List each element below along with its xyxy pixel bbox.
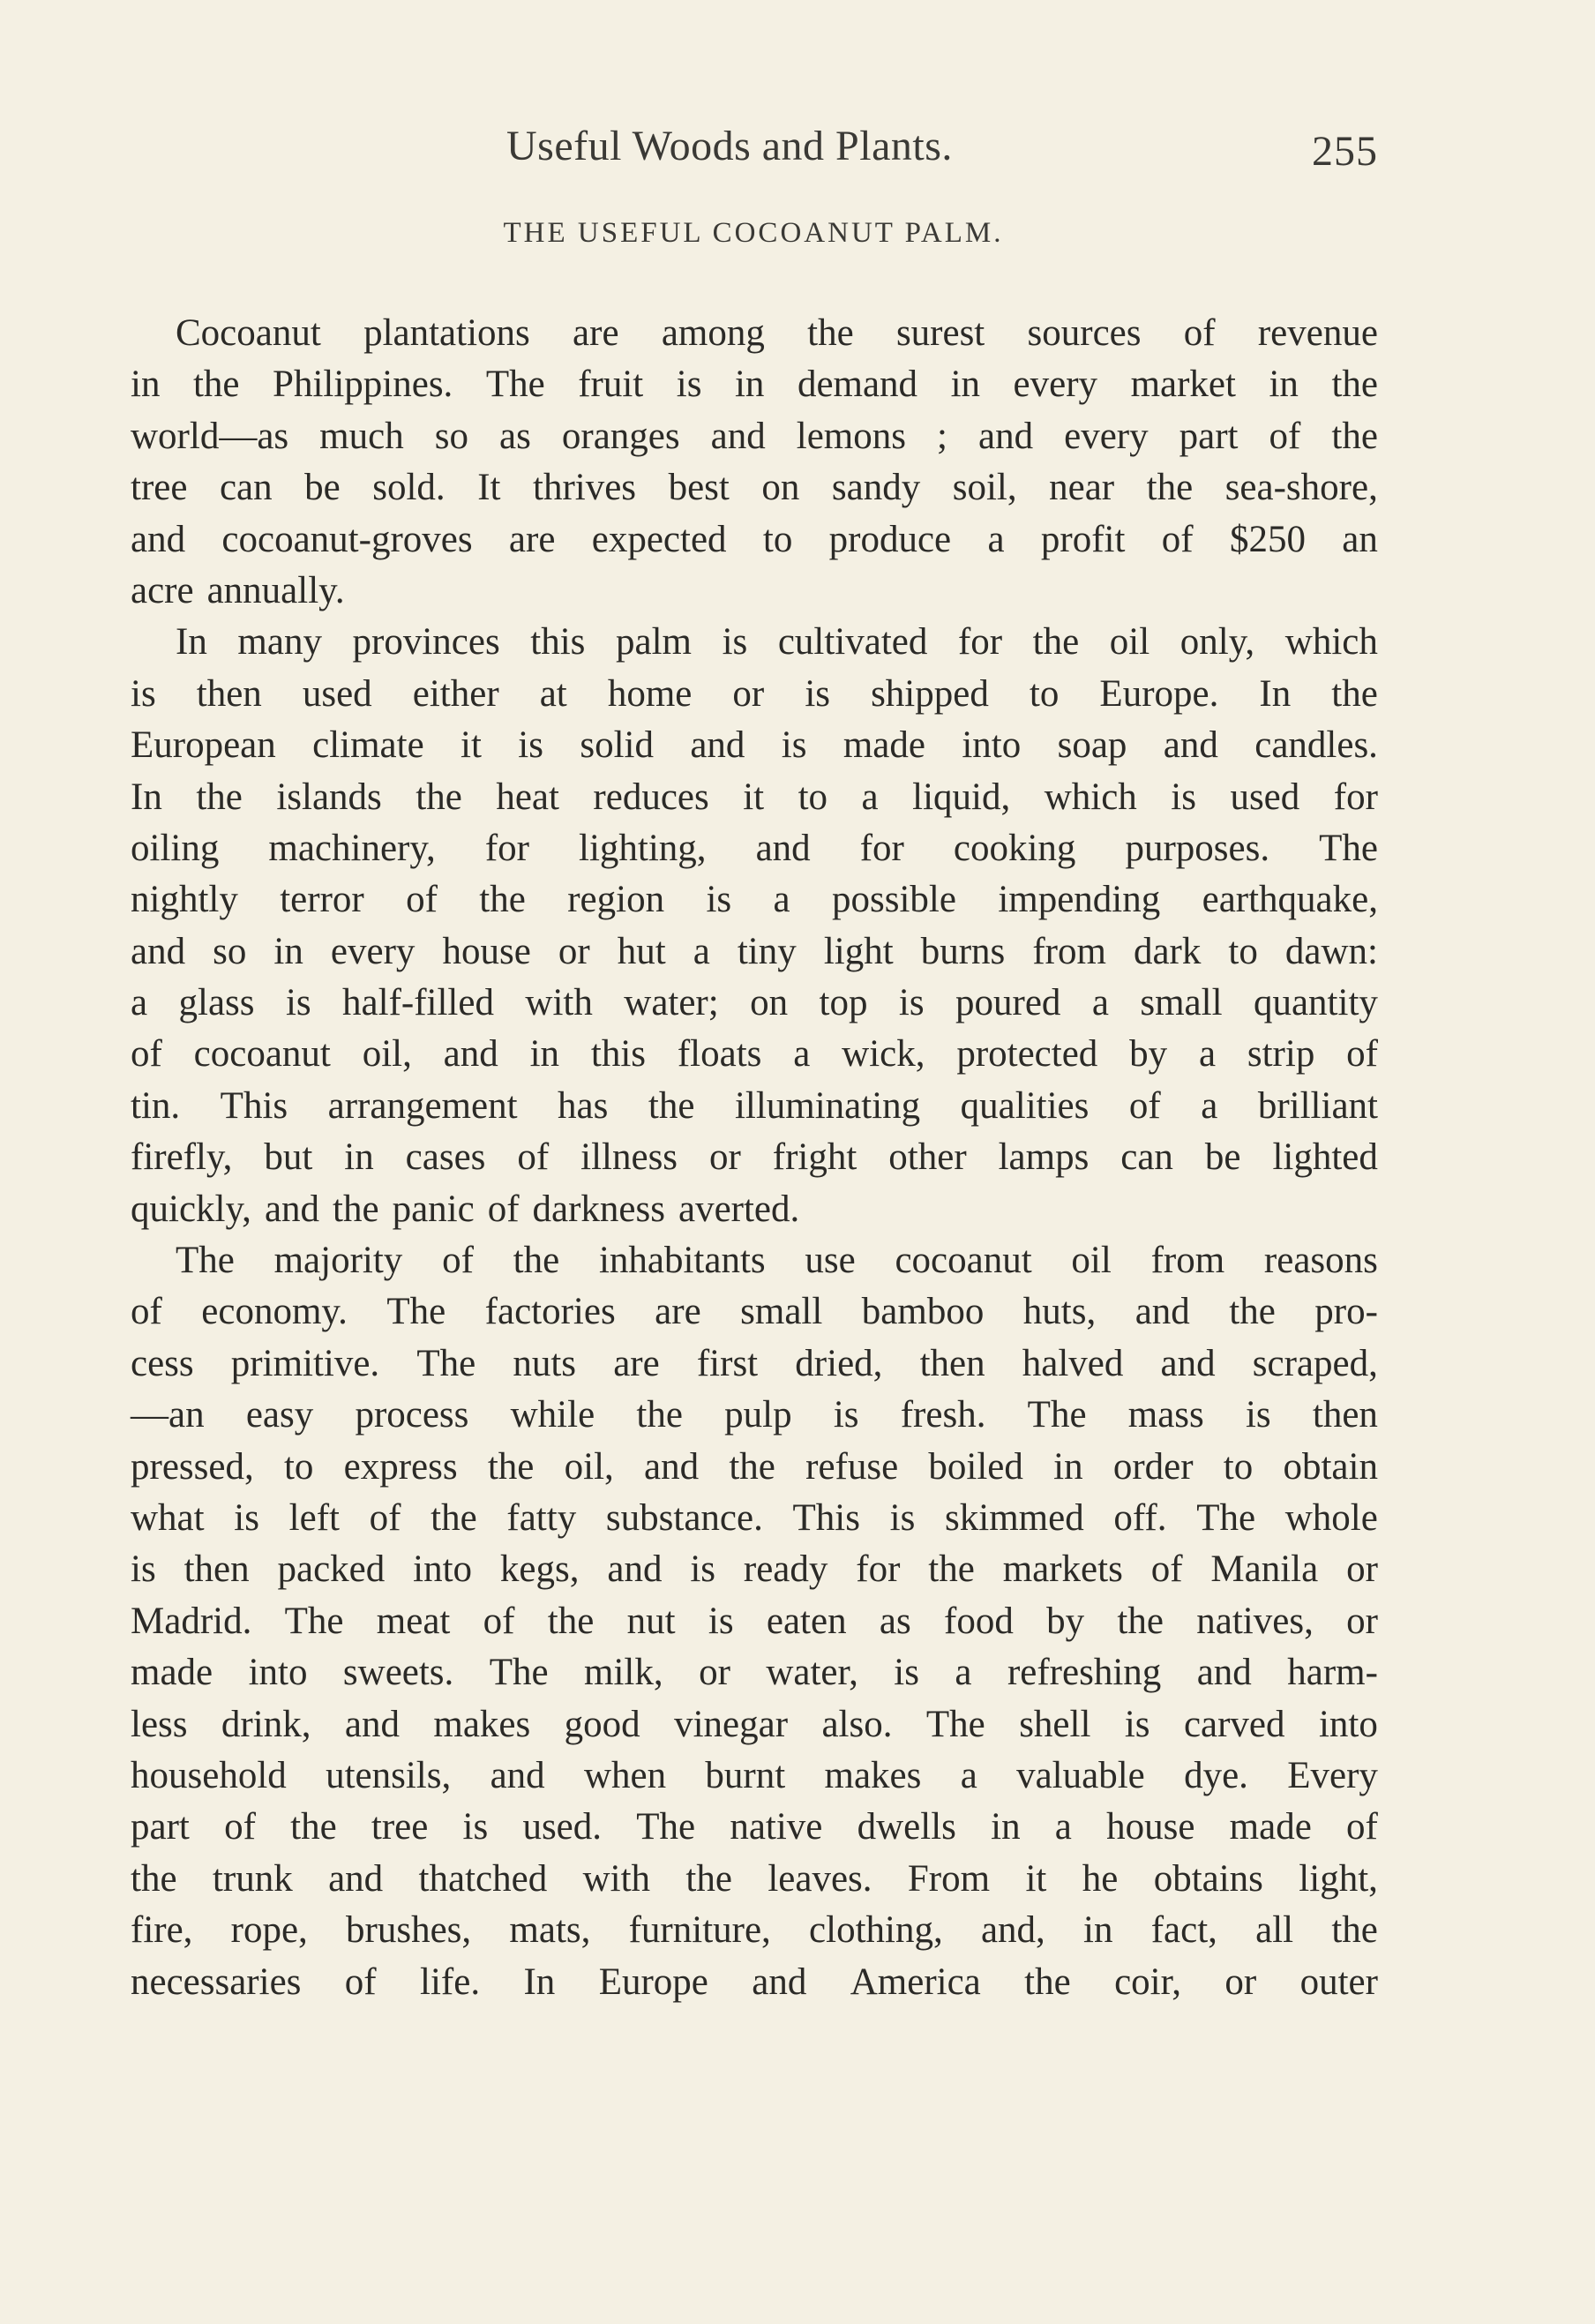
- text-line: household utensils, and when burnt makes a valuable dye. Every: [131, 1754, 1378, 1796]
- text-line: less drink, and makes good vinegar also. The shell is carved into: [131, 1703, 1378, 1745]
- text-line: Cocoanut plantations are among the surest sources of revenue: [176, 312, 1378, 354]
- text-line: Madrid. The meat of the nut is eaten as food by the natives, or: [131, 1600, 1378, 1642]
- text-line: and so in every house or hut a tiny light burns from dark to dawn:: [131, 930, 1378, 972]
- text-line: fire, rope, brushes, mats, furniture, clothing, and, in fact, all the: [131, 1909, 1378, 1952]
- text-line: is then used either at home or is shipped to Europe. In the: [131, 672, 1378, 715]
- text-line: is then packed into kegs, and is ready for the markets of Manila or: [131, 1548, 1378, 1591]
- section-title: THE USEFUL COCOANUT PALM.: [503, 217, 1004, 249]
- page-number: 255: [1312, 128, 1378, 175]
- text-line: tin. This arrangement has the illuminating qualities of a brilliant: [131, 1084, 1378, 1127]
- text-line: the trunk and thatched with the leaves. From it he obtains light,: [131, 1857, 1378, 1900]
- text-line: —an easy process while the pulp is fresh. The mass is then: [131, 1394, 1378, 1436]
- text-line: of economy. The factories are small bamboo huts, and the pro-: [131, 1291, 1378, 1333]
- text-line: acre annually.: [131, 569, 345, 611]
- text-line: world—as much so as oranges and lemons ; and every part of the: [131, 415, 1378, 457]
- text-line: European climate it is solid and is made into soap and candles.: [131, 724, 1378, 767]
- text-line: nightly terror of the region is a possible impending earthquake,: [131, 879, 1378, 921]
- text-line: part of the tree is used. The native dwells in a house made of: [131, 1806, 1378, 1848]
- text-line: and cocoanut-groves are expected to produce a profit of $250 an: [131, 518, 1378, 560]
- text-line: what is left of the fatty substance. This is skimmed off. The whole: [131, 1496, 1378, 1539]
- text-line: In the islands the heat reduces it to a liquid, which is used for: [131, 776, 1378, 818]
- text-line: quickly, and the panic of darkness averted.: [131, 1188, 800, 1230]
- text-line: in the Philippines. The fruit is in demand in every market in the: [131, 364, 1378, 406]
- running-head: Useful Woods and Plants.: [506, 123, 953, 169]
- text-line: cess primitive. The nuts are first dried, then halved and scraped,: [131, 1342, 1378, 1384]
- body-text: [131, 308, 1378, 2008]
- text-line: The majority of the inhabitants use cocoanut oil from reasons: [176, 1240, 1378, 1282]
- text-line: firefly, but in cases of illness or fright other lamps can be lighted: [131, 1136, 1378, 1179]
- text-line: tree can be sold. It thrives best on sandy soil, near the sea-shore,: [131, 467, 1378, 509]
- text-line: In many provinces this palm is cultivated for the oil only, which: [176, 621, 1378, 663]
- text-line: pressed, to express the oil, and the refuse boiled in order to obtain: [131, 1445, 1378, 1488]
- text-line: necessaries of life. In Europe and America the coir, or outer: [131, 1960, 1378, 2003]
- text-line: a glass is half-filled with water; on top is poured a small quantity: [131, 982, 1378, 1024]
- text-line: made into sweets. The milk, or water, is a refreshing and harm-: [131, 1652, 1378, 1694]
- text-line: oiling machinery, for lighting, and for cooking purposes. The: [131, 827, 1378, 869]
- text-line: of cocoanut oil, and in this floats a wick, protected by a strip of: [131, 1033, 1378, 1076]
